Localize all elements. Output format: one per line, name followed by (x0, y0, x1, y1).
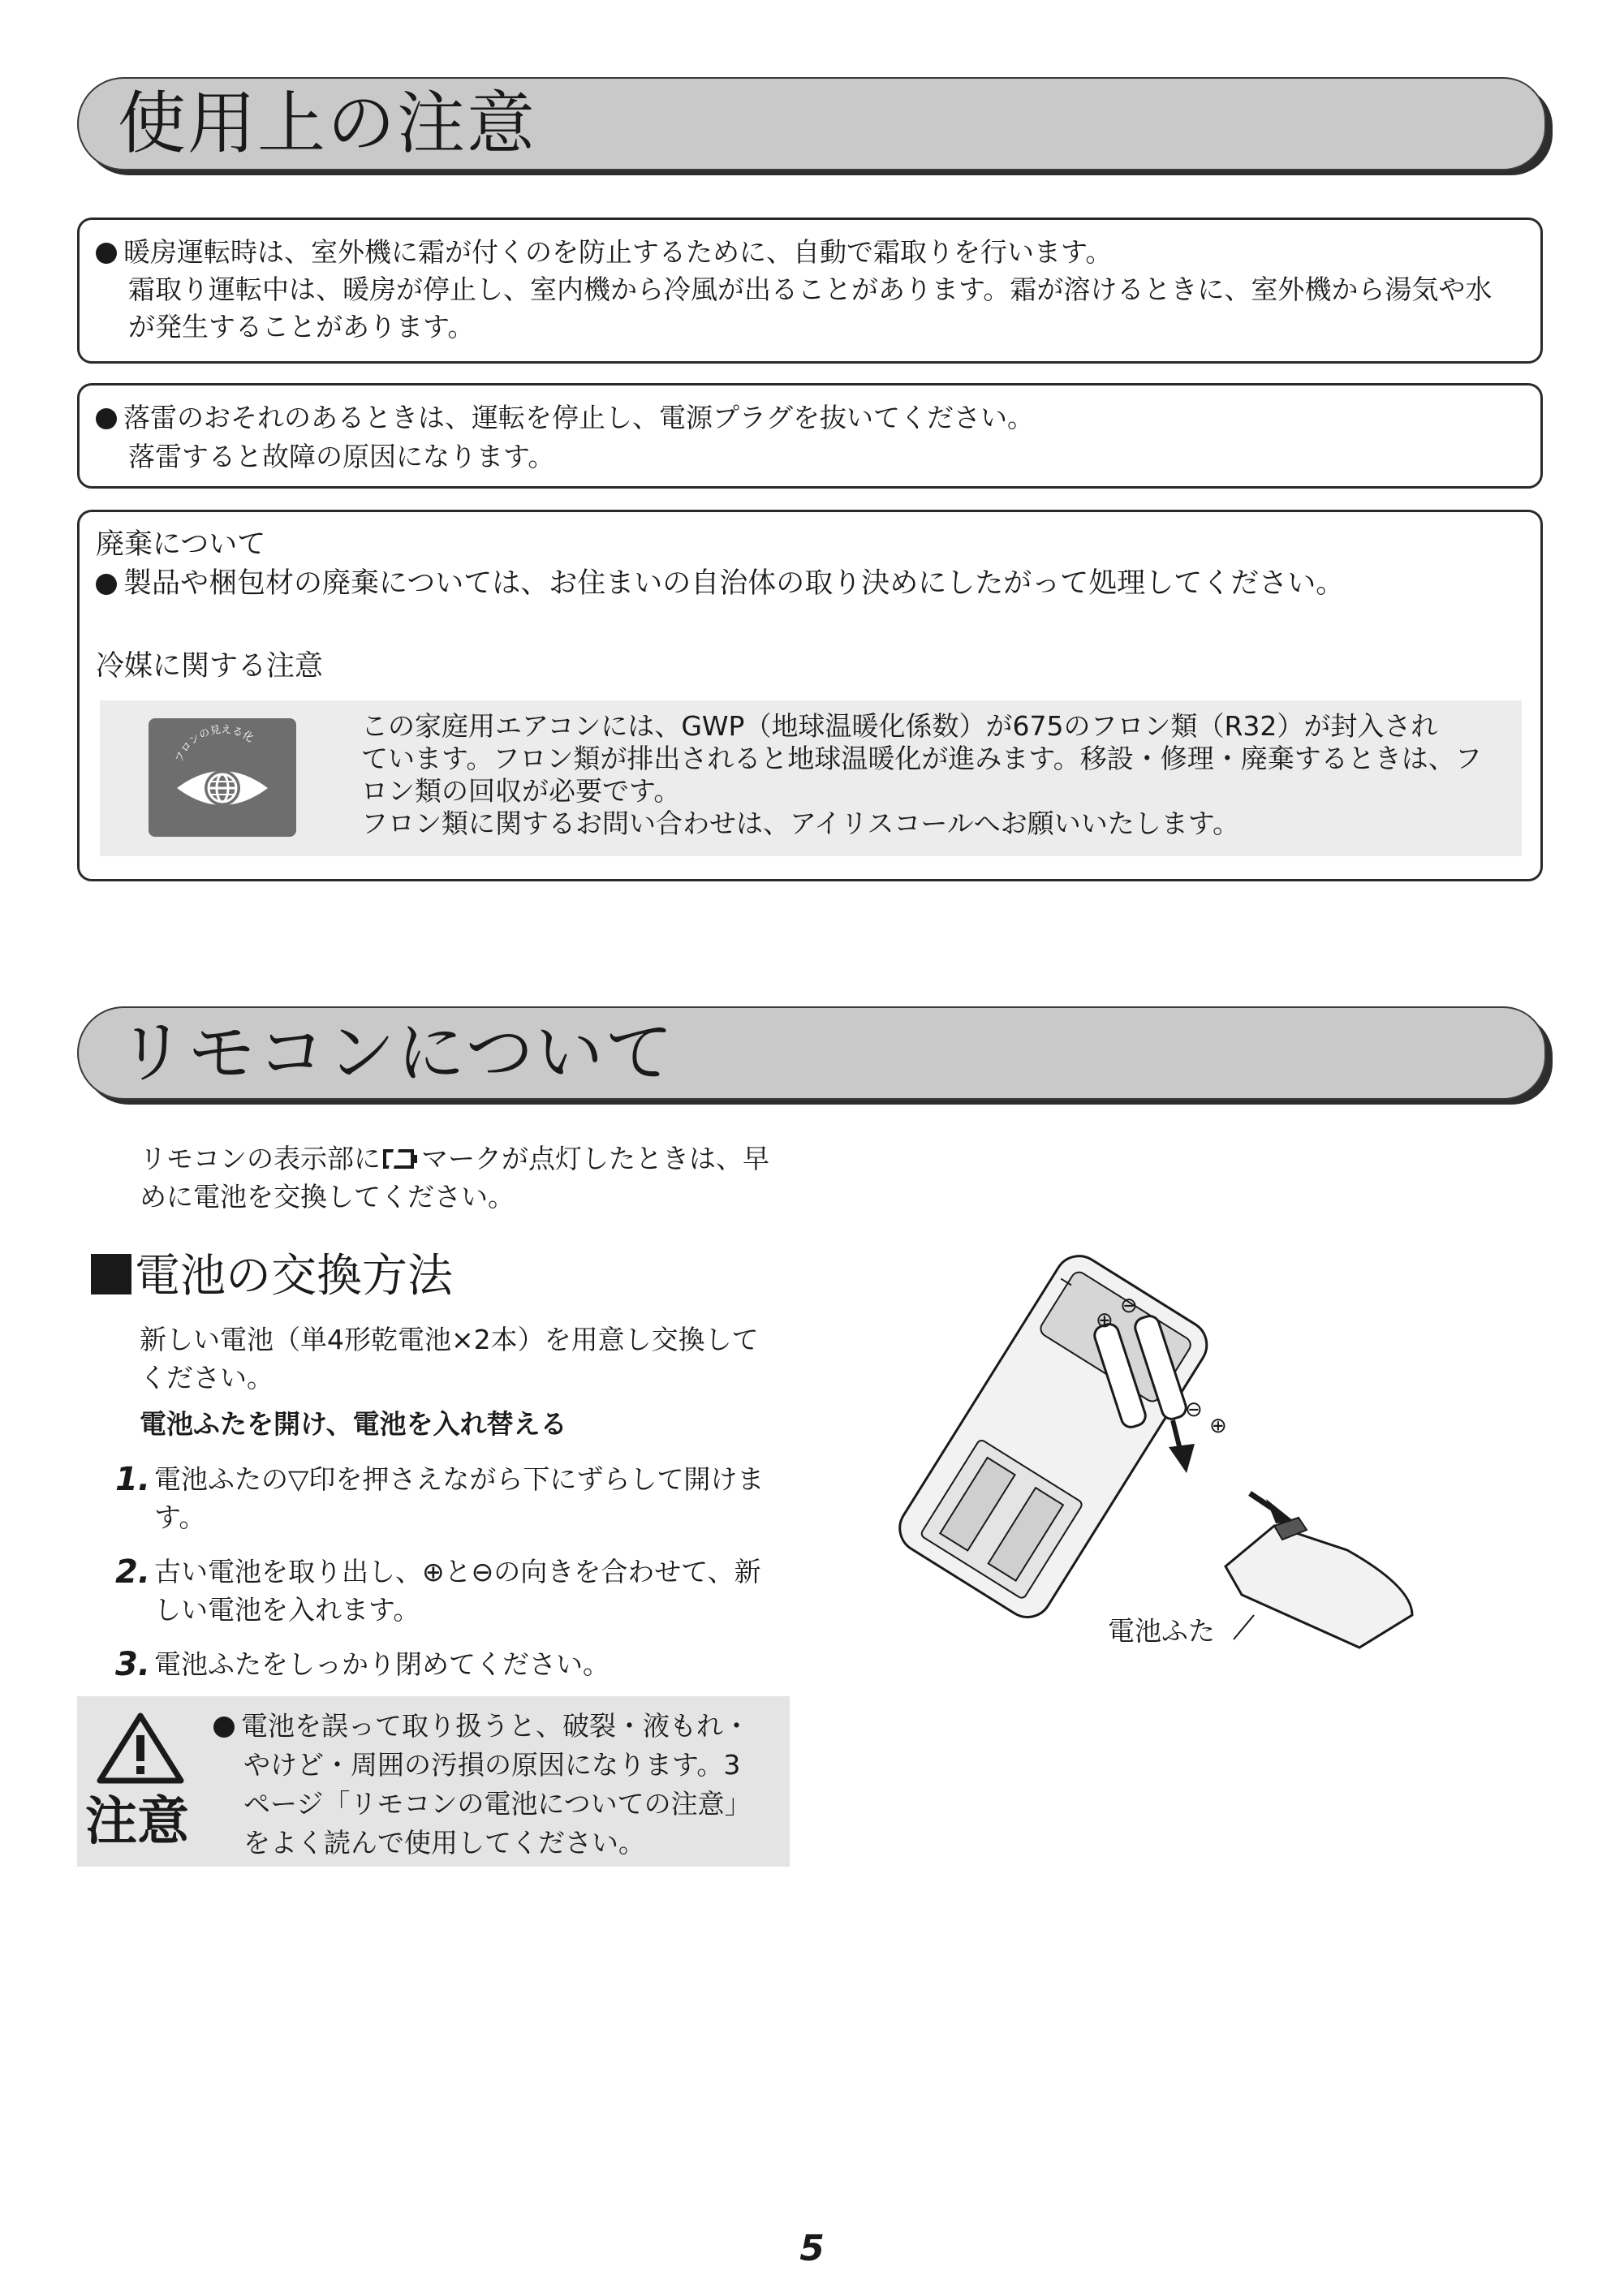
battery-intro: 新しい電池（単4形乾電池×2本）を用意し交換して (140, 1324, 759, 1355)
refrigerant-text: ロン類の回収が必要です。 (361, 775, 681, 807)
step-number: 1. (115, 1461, 151, 1498)
caution-text: やけど・周囲の汚損の原因になります。3 (243, 1749, 741, 1781)
caution-panel (77, 1696, 790, 1867)
remote-intro-text: リモコンの表示部に (140, 1143, 381, 1174)
notice-disposal-refrigerant (77, 510, 1543, 881)
freon-visualization-icon (149, 718, 296, 837)
notice-defrost (77, 218, 1543, 364)
insert-arrow-icon (1169, 1420, 1195, 1473)
caution-text: ページ「リモコンの電池についての注意」 (243, 1788, 752, 1820)
step-text: 古い電池を取り出し、⊕と⊖の向きを合わせて、新 (154, 1556, 761, 1587)
step-number: 3. (115, 1646, 151, 1683)
svg-text:⊕: ⊕ (1209, 1414, 1227, 1438)
battery-intro: ください。 (140, 1362, 274, 1394)
section-header-usage-notes (77, 77, 1546, 170)
bullet-icon (96, 243, 117, 264)
notice-lightning (77, 383, 1543, 489)
battery-cover-label: 電池ふた (1108, 1615, 1215, 1647)
step-text: 電池ふたをしっかり閉めてください。 (154, 1648, 610, 1680)
battery-title: 電池の交換方法 (135, 1250, 453, 1303)
battery-replacement-diagram (893, 1238, 1445, 1668)
disposal-heading: 廃棄について (96, 528, 266, 561)
refrigerant-text: フロン類に関するお問い合わせは、アイリスコールへお願いいたします。 (361, 808, 1240, 839)
section-title: リモコンについて (118, 1013, 675, 1092)
notice-body: 霜取り運転中は、暖房が停止し、室内機から冷風が出ることがあります。霜が溶けるときに、室外機から湯気や水 (128, 274, 1493, 305)
step-3 (115, 1646, 150, 1685)
step-text: 電池ふたの▽印を押さえながら下にずらして開けま (154, 1463, 765, 1495)
notice-heading: 落雷のおそれのあるときは、運転を停止し、電源プラグを抜いてください。 (123, 402, 1034, 433)
battery-low-icon (382, 1144, 420, 1181)
step-text: しい電池を入れます。 (154, 1594, 420, 1626)
step-number: 2. (115, 1553, 151, 1591)
caution-text: をよく読んで使用してください。 (243, 1827, 645, 1859)
svg-text:⊕: ⊕ (1096, 1308, 1114, 1333)
refrigerant-text: ています。フロン類が排出されると地球温暖化が進みます。移設・修理・廃棄するときは、フ (361, 743, 1482, 774)
refrigerant-panel (100, 700, 1522, 856)
square-bullet-icon (91, 1254, 131, 1294)
remote-intro-text: マークが点灯したときは、早 (421, 1143, 769, 1174)
svg-text:フロンの見える化: フロンの見える化 (173, 723, 256, 765)
disposal-body: 製品や梱包材の廃棄については、お住まいの自治体の取り決めにしたがって処理してください。 (123, 567, 1345, 600)
step-2 (115, 1553, 150, 1592)
remote-intro-text: めに電池を交換してください。 (140, 1181, 515, 1213)
page-number: 5 (799, 2228, 825, 2269)
caution-text: 電池を誤って取り扱うと、破裂・液もれ・ (241, 1710, 750, 1742)
remote-control-illustration (893, 1247, 1216, 1626)
step-text: す。 (154, 1501, 206, 1533)
notice-heading: 暖房運転時は、室外機に霜が付くのを防止するために、自動で霜取りを行います。 (123, 236, 1113, 268)
section-header-remote (77, 1006, 1546, 1100)
refrigerant-heading: 冷媒に関する注意 (96, 650, 324, 683)
bullet-icon (96, 574, 117, 595)
notice-body: が発生することがあります。 (128, 311, 475, 342)
refrigerant-text: この家庭用エアコンには、GWP（地球温暖化係数）が675のフロン類（R32）が封入され (361, 710, 1438, 742)
section-title: 使用上の注意 (118, 84, 537, 163)
caution-label: 注意 (85, 1792, 189, 1852)
step-1 (115, 1461, 150, 1500)
warning-triangle-icon (95, 1711, 186, 1789)
slide-arrow-icon (1250, 1493, 1294, 1523)
bullet-icon (213, 1717, 235, 1738)
battery-cover-illustration (1226, 1518, 1412, 1648)
bullet-icon (96, 408, 117, 429)
battery-subheading: 電池ふたを開け、電池を入れ替える (140, 1408, 567, 1440)
svg-text:⊖: ⊖ (1120, 1294, 1138, 1318)
notice-body: 落雷すると故障の原因になります。 (128, 441, 555, 472)
svg-text:⊖: ⊖ (1185, 1398, 1203, 1422)
